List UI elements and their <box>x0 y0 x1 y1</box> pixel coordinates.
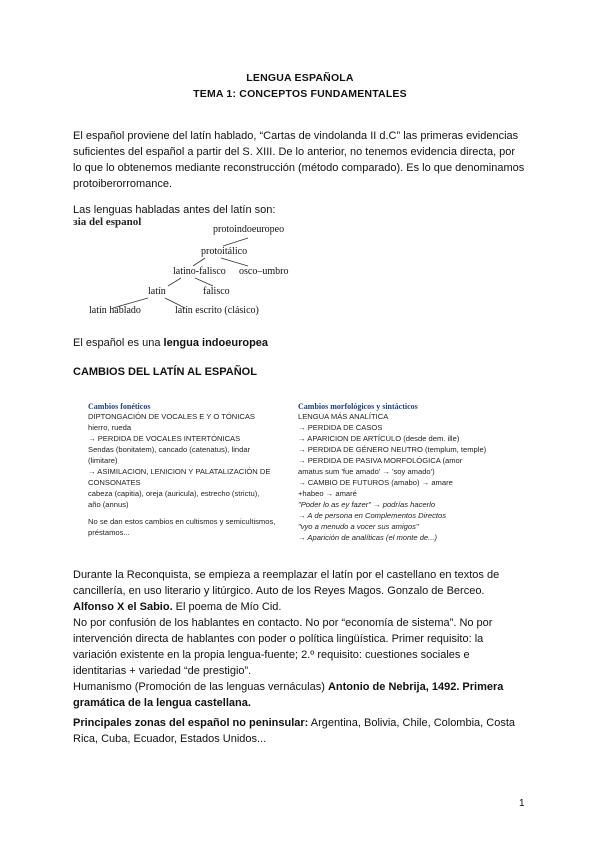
tree-node-latino-falisco: latino-falisco <box>173 266 226 277</box>
phonetic-line: cabeza (capitia), oreja (auricula), estrecho (strictu), <box>88 489 260 498</box>
phonetic-changes-title: Cambios fonéticos <box>88 402 151 411</box>
reconquista-paragraph <box>73 567 533 711</box>
morph-line: → CAMBIO DE FUTUROS (amabo) → amare <box>298 478 453 487</box>
zones-bold: Principales zonas del español no peninsular: <box>73 717 309 729</box>
morphological-changes-list <box>298 411 518 543</box>
document-subtitle: TEMA 1: CONCEPTOS FUNDAMENTALES <box>193 88 407 100</box>
morph-line: amatus sum 'fue amado' → 'soy amado') <box>298 467 435 476</box>
phonetic-line: hierro, rueda <box>88 423 132 432</box>
intro-line-3: lo que lo obtenemos mediante reconstrucción (método comparado). Es lo que denominamos <box>73 162 525 174</box>
morph-line: +habeo → amaré <box>298 489 357 498</box>
tree-node-latin-escrito: latín escrito (clásico) <box>175 305 259 316</box>
tree-node-protoitalico: protoitálico <box>201 246 248 257</box>
morph-line: → PERDIDA DE CASOS <box>298 423 383 432</box>
reconquista-line-1: Durante la Reconquista, se empieza a reemplazar el latín por el castellano en textos de <box>73 569 500 581</box>
reconquista-line-7: identitarias + variedad “de prestigio”. <box>73 665 252 677</box>
phonetic-line: DIPTONGACIÓN DE VOCALES E Y O TÓNICAS <box>88 412 255 421</box>
humanismo-text: Humanismo (Promoción de las lenguas vernáculas) <box>73 681 328 693</box>
morph-line: "vyo a menudo a vocer sus amigos" <box>298 522 419 531</box>
intro-line-4: protoiberorromance. <box>73 178 173 190</box>
intro-paragraph <box>73 128 533 192</box>
reconquista-line-9: gramática de la lengua castellana. <box>73 697 251 709</box>
phonetic-line: No se dan estos cambios en cultismos y semicultismos, <box>88 517 276 526</box>
page-number: 1 <box>519 798 525 809</box>
zones-countries-1: Argentina, Bolivia, Chile, Colombia, Costa <box>308 717 516 729</box>
languages-before-latin: Las lenguas habladas antes del latín son: <box>73 204 276 216</box>
reconquista-line-6: variación existente en la propia lengua-fuente; 2.º requisito: cuestiones sociales e <box>73 649 470 661</box>
phonetic-line: → ASIMILACION, LENICION Y PALATALIZACIÓN DE <box>88 467 271 476</box>
reconquista-line-5: intervención directa de hablantes con poder o política lingüística. Primer requisito: la <box>73 633 484 645</box>
morph-line: "Poder lo as ey fazer" → podrías hacerlo <box>298 500 436 509</box>
document-title: LENGUA ESPAÑOLA <box>246 72 354 84</box>
intro-line-2: suficientes del español a partir del S. XIII. De lo anterior, no tenemos evidencia directa, por <box>73 146 516 158</box>
mio-cid-text: El poema de Mío Cid. <box>172 601 282 613</box>
phonetic-line: (limitare) <box>88 456 118 465</box>
reconquista-line-3 <box>73 599 533 615</box>
phonetic-line: préstamos... <box>88 528 130 537</box>
tree-node-latin: latín <box>148 286 166 297</box>
tree-cut-heading: ɜia del espanol <box>73 216 142 228</box>
nebrija-bold: Antonio de Nebrija, 1492. Primera <box>327 681 504 693</box>
morph-line: → PERDIDA DE PASIVA MORFOLÓGICA (amor <box>298 456 463 465</box>
intro-line-1: El español proviene del latín hablado, “Cartas de vindolanda II d.C” las primeras evidencias <box>73 130 519 142</box>
morph-line: LENGUA MÁS ANALÍTICA <box>298 412 389 421</box>
zones-paragraph <box>73 715 533 747</box>
reconquista-line-8 <box>73 679 533 695</box>
zones-line-2: Rica, Cuba, Ecuador, Estados Unidos... <box>73 733 267 745</box>
morphological-changes-title: Cambios morfológicos y sintácticos <box>298 402 418 411</box>
zones-line-1 <box>73 715 533 731</box>
phonetic-line: → PERDIDA DE VOCALES INTERTÓNICAS <box>88 434 241 443</box>
indoeuropean-prefix: El español es una <box>73 337 164 349</box>
morphological-changes-column <box>298 402 518 543</box>
indoeuropean-sentence <box>73 335 533 351</box>
reconquista-line-4: No por confusión de los hablantes en contacto. No por “economía de sistema”. No por <box>73 617 493 629</box>
language-tree-figure <box>73 214 333 318</box>
tree-node-latin-hablado: latín hablado <box>89 305 141 316</box>
section-title: CAMBIOS DEL LATÍN AL ESPAÑOL <box>73 366 257 378</box>
tree-node-protoindoeuropeo: protoindoeuropeo <box>213 224 285 235</box>
tree-node-osco-umbro: osco–umbro <box>239 266 289 277</box>
phonetic-changes-list <box>88 411 298 538</box>
morph-line: → APARICION DE ARTÍCULO (desde dem. ille) <box>298 434 460 443</box>
tree-node-falisco: falisco <box>203 286 230 297</box>
phonetic-line: año (annus) <box>88 500 129 509</box>
morph-line: → A de persona en Complementos Directos <box>298 511 447 520</box>
phonetic-changes-column <box>88 402 298 538</box>
morph-line: → PERDIDA DE GÉNERO NEUTRO (templum, temple) <box>298 445 487 454</box>
morph-line: → Aparición de analíticas (el monte de...) <box>298 533 438 542</box>
alfonso-x-bold: Alfonso X el Sabio. <box>73 601 173 613</box>
phonetic-line: CONSONATES <box>88 478 141 487</box>
reconquista-line-2: cancillería, en uso literario y litúrgico. Auto de los Reyes Magos. Gonzalo de Berceo. <box>73 585 485 597</box>
phonetic-line: Sendas (bonitatem), cancado (catenatus), lindar <box>88 445 251 454</box>
indoeuropean-bold: lengua indoeuropea <box>163 337 269 349</box>
